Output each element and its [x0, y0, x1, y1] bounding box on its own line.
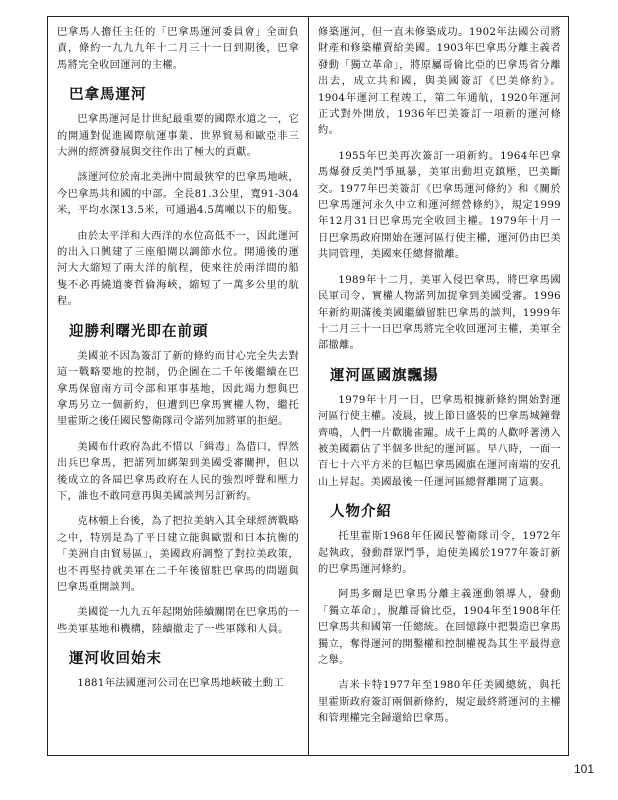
paragraph: 阿馬多爾是巴拿馬分離主義運動領導人，發動「獨立革命」，脫離哥倫比亞，1904年至1908年任巴拿馬共和國第一任總統。在回憶錄中把製造巴拿馬獨立，奪得運河的開鑿權和控制權視為其生平最得意之舉。 [318, 589, 561, 666]
left-column [48, 17, 309, 755]
paragraph: 美國布什政府為此不惜以「緝毒」為借口，悍然出兵巴拿馬，把諾列加綁架到美國受審關押，但以後成立的各屆巴拿馬政府在人民的強烈呼聲和壓力下，誰也不敢同意再與美國談判另訂新約。 [57, 441, 299, 502]
paragraph: 克林頓上台後，為了把拉美納入其全球經濟戰略之中，特別是為了平日建立能與歐盟和日本抗衡的「美洲自由貿易區」，美國政府調整了對拉美政策，也不再堅持就美軍在二千年後留駐巴拿馬的問題與巴拿馬重開談判。 [57, 516, 299, 593]
paragraph: 修築運河，但一直未修築成功。1902年法國公司將財產和修築權賣給美國。1903年巴拿馬分離主義者發動「獨立革命」，將原屬哥倫比亞的巴拿馬省分離出去，成立共和國，與美國簽訂《巴美條約》。1904年運河工程竣工，第二年通航，1920年運河正式對外開放，1936年巴美簽訂一項新的運河條約。 [318, 27, 561, 137]
paragraph: 1989年十二月，美軍入侵巴拿馬，將巴拿馬國民軍司令、實權人物諾列加捉拿到美國受審。1996年新約期滿後美國繼續留駐巴拿馬的談判，1999年十二月三十一日巴拿馬將完全收回運河主權，美軍全部撤離。 [318, 274, 561, 352]
paragraph: 巴拿馬人擔任主任的「巴拿馬運河委員會」全面負責，條約一九九九年十二月三十一日到期後，巴拿馬將完全收回運河的主權。 [57, 27, 299, 71]
section-heading: 運河收回始末 [69, 651, 162, 668]
paragraph: 1955年巴美再次簽訂一項新約。1964年巴拿馬爆發反美鬥爭風暴，美軍出動坦克鎮壓，巴美斷交。1977年巴美簽訂《巴拿馬運河條約》和《關於巴拿馬運河永久中立和運河經營條約》，規定1999年12月31日巴拿馬完全收回主權。1979年十月一日巴拿馬政府開始在運河區行使主權，運河仍由巴美共同管理，美國來任總督撤離。 [318, 150, 561, 261]
paragraph: 由於太平洋和大西洋的水位高低不一，因此運河的出入口興建了三座船閘以調節水位。開通後的運河大大縮短了兩大洋的航程，使來往於兩洋間的船隻不必再繞道麥哲倫海峽，縮短了一萬多公里的航程。 [57, 230, 299, 308]
paragraph: 美國從一九九五年起開始陸續關閉在巴拿馬的一些美軍基地和機構，陸續撤走了一些軍隊和人員。 [57, 607, 299, 635]
paragraph: 美國並不因為簽訂了新的條約而甘心完全失去對這一戰略要地的控制，仍企圖在二千年後繼續在巴拿馬保留南方司令部和軍事基地，因此竭力想與巴拿馬另立一個新約，但遭到巴拿馬實權人物，繼托里霍斯之後任國民警衛隊司令諾列加將軍的拒絕。 [57, 350, 299, 428]
section-heading: 人物介紹 [330, 504, 392, 521]
paragraph: 巴拿馬運河是廿世紀最重要的國際水道之一，它的開通對促進國際航運事業、世界貿易和歐亞非三大洲的經濟發展與交往作出了極大的貢獻。 [57, 114, 299, 159]
section-heading: 運河區國旗飄揚 [330, 367, 439, 384]
paragraph: 1881年法國運河公司在巴拿馬地峽破土動工 [77, 678, 284, 690]
paragraph: 吉米卡特1977年至1980年任美國總統，與托里霍斯政府簽訂兩個新條約，規定最終將運河的主權和管理權完全歸還給巴拿馬。 [318, 680, 561, 725]
right-column [309, 17, 570, 755]
paragraph: 該運河位於南北美洲中間最狹窄的巴拿馬地峽，今巴拿馬共和國的中部。全長81.3公里，寬91-304米，平均水深13.5米，可通過4.5萬噸以下的船隻。 [57, 172, 299, 217]
section-heading: 巴拿馬運河 [69, 87, 147, 104]
paragraph: 1979年十月一日，巴拿馬根據新條約開始對運河區行使主權。凌晨，披上節日盛裝的巴拿馬城鐘聲齊鳴，人們一片歡騰雀躍。成千上萬的人歡呼著湧入被美國霸佔了半個多世紀的運河區。早八時，一面一百七十六平方米的巨幅巴拿馬國旗在運河南端的安孔山上昇起。美國最後一任運河區總督離開了這裏。 [318, 394, 561, 488]
paragraph: 托里霍斯1968年任國民警衛隊司令，1972年起執政，發動群眾鬥爭，迫使美國於1977年簽訂新的巴拿馬運河條約。 [318, 531, 561, 575]
page-number: 101 [574, 762, 595, 776]
section-heading: 迎勝利曙光即在前頭 [69, 323, 209, 340]
article-frame [47, 16, 569, 756]
